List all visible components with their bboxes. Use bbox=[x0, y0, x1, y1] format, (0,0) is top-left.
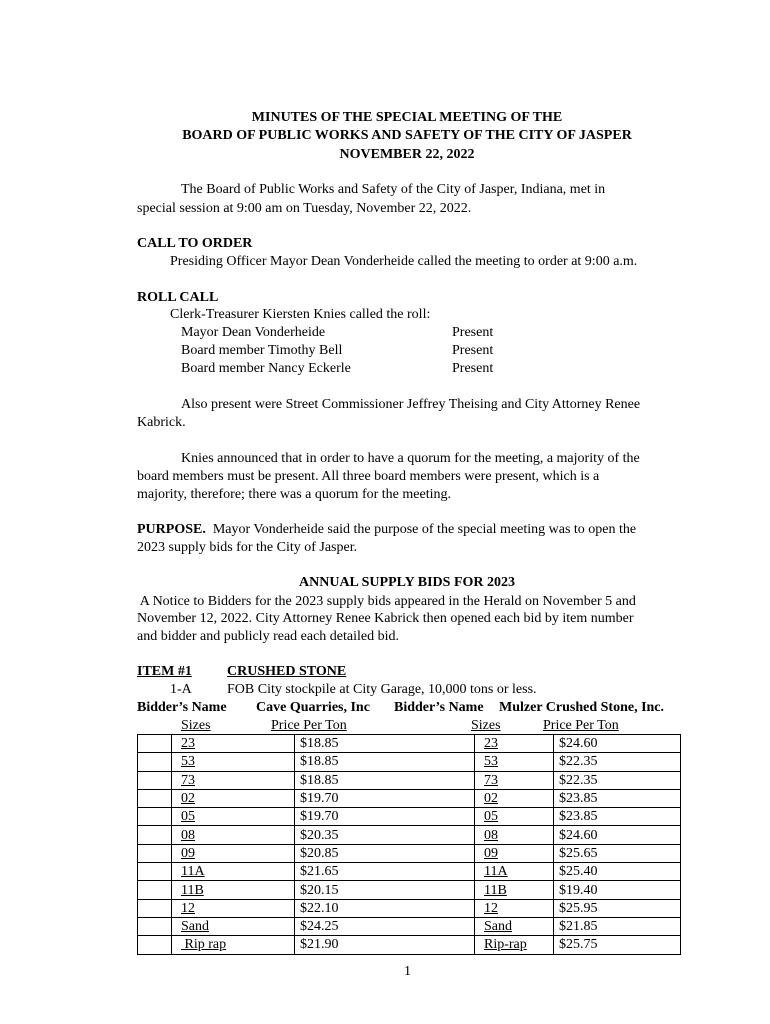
title-line-1: MINUTES OF THE SPECIAL MEETING OF THE bbox=[251, 110, 563, 125]
bids-heading: ANNUAL SUPPLY BIDS FOR 2023 bbox=[299, 575, 515, 590]
price-cell: $25.65 bbox=[554, 844, 681, 862]
empty-cell bbox=[138, 863, 172, 881]
size-cell: 23 bbox=[475, 735, 554, 753]
table-row bbox=[138, 826, 681, 844]
item-number: ITEM #1 bbox=[137, 664, 192, 679]
table-row bbox=[138, 899, 681, 917]
sizes-header-1: Sizes bbox=[181, 718, 211, 733]
empty-cell bbox=[138, 826, 172, 844]
size-cell: 11A bbox=[172, 863, 295, 881]
size-cell: 09 bbox=[475, 844, 554, 862]
price-cell: $19.70 bbox=[295, 808, 475, 826]
title-line-2: BOARD OF PUBLIC WORKS AND SAFETY OF THE CITY OF JASPER bbox=[182, 128, 632, 143]
empty-cell bbox=[138, 936, 172, 954]
size-cell: Sand bbox=[172, 917, 295, 935]
empty-cell bbox=[138, 735, 172, 753]
intro-line-2: special session at 9:00 am on Tuesday, November 22, 2022. bbox=[137, 201, 472, 216]
price-cell: $23.85 bbox=[554, 808, 681, 826]
price-cell: $23.85 bbox=[554, 789, 681, 807]
purpose-line-2: 2023 supply bids for the City of Jasper. bbox=[137, 540, 358, 555]
empty-cell bbox=[138, 771, 172, 789]
size-cell: 05 bbox=[475, 808, 554, 826]
size-cell: 09 bbox=[172, 844, 295, 862]
price-cell: $19.40 bbox=[554, 881, 681, 899]
size-cell: 12 bbox=[172, 899, 295, 917]
bids-line-3: and bidder and publicly read each detailed bid. bbox=[137, 629, 400, 644]
roll-member-status: Present bbox=[452, 343, 494, 358]
bidder-name-2: Mulzer Crushed Stone, Inc. bbox=[499, 700, 665, 715]
empty-cell bbox=[138, 753, 172, 771]
table-row bbox=[138, 936, 681, 954]
price-cell: $18.85 bbox=[295, 735, 475, 753]
table-row bbox=[138, 735, 681, 753]
size-cell: 11B bbox=[172, 881, 295, 899]
purpose-line-1 bbox=[137, 521, 636, 539]
size-cell: 11A bbox=[475, 863, 554, 881]
roll-member-name: Mayor Dean Vonderheide bbox=[181, 325, 326, 340]
item-sub-code: 1-A bbox=[170, 682, 192, 697]
table-row bbox=[138, 789, 681, 807]
table-row bbox=[138, 863, 681, 881]
price-cell: $24.60 bbox=[554, 735, 681, 753]
item-title: CRUSHED STONE bbox=[227, 664, 347, 679]
quorum-line-3: majority, therefore; there was a quorum for the meeting. bbox=[137, 487, 451, 502]
empty-cell bbox=[138, 789, 172, 807]
size-cell: 02 bbox=[475, 789, 554, 807]
size-cell: Rip-rap bbox=[475, 936, 554, 954]
page-number: 1 bbox=[404, 964, 411, 979]
call-to-order-heading: CALL TO ORDER bbox=[137, 236, 253, 251]
price-cell: $22.35 bbox=[554, 753, 681, 771]
roll-member-status: Present bbox=[452, 361, 494, 376]
table-row bbox=[138, 881, 681, 899]
roll-call-heading: ROLL CALL bbox=[137, 290, 219, 305]
price-cell: $19.70 bbox=[295, 789, 475, 807]
price-cell: $20.15 bbox=[295, 881, 475, 899]
price-cell: $21.90 bbox=[295, 936, 475, 954]
price-cell: $25.75 bbox=[554, 936, 681, 954]
price-cell: $22.10 bbox=[295, 899, 475, 917]
roll-member-name: Board member Timothy Bell bbox=[181, 343, 343, 358]
table-row bbox=[138, 844, 681, 862]
price-cell: $21.85 bbox=[554, 917, 681, 935]
sizes-header-2: Sizes bbox=[471, 718, 501, 733]
size-cell: 05 bbox=[172, 808, 295, 826]
price-cell: $20.85 bbox=[295, 844, 475, 862]
table-row bbox=[138, 753, 681, 771]
size-cell: 73 bbox=[475, 771, 554, 789]
size-cell: 73 bbox=[172, 771, 295, 789]
bids-line-1: A Notice to Bidders for the 2023 supply bids appeared in the Herald on November 5 and bbox=[137, 594, 636, 609]
size-cell: 53 bbox=[172, 753, 295, 771]
purpose-label: PURPOSE. bbox=[137, 522, 206, 537]
table-row bbox=[138, 771, 681, 789]
size-cell: 12 bbox=[475, 899, 554, 917]
size-cell: 08 bbox=[172, 826, 295, 844]
intro-line-1: The Board of Public Works and Safety of the City of Jasper, Indiana, met in bbox=[181, 182, 606, 197]
price-cell: $24.60 bbox=[554, 826, 681, 844]
call-to-order-text: Presiding Officer Mayor Dean Vonderheide called the meeting to order at 9:00 a.m. bbox=[170, 254, 638, 269]
bidder-label-2: Bidder’s Name bbox=[394, 700, 484, 715]
empty-cell bbox=[138, 881, 172, 899]
roll-call-intro: Clerk-Treasurer Kiersten Knies called the roll: bbox=[170, 307, 431, 322]
table-row bbox=[138, 917, 681, 935]
price-cell: $21.65 bbox=[295, 863, 475, 881]
size-cell: Rip rap bbox=[172, 936, 295, 954]
bidder-name-1: Cave Quarries, Inc bbox=[256, 700, 370, 715]
price-cell: $22.35 bbox=[554, 771, 681, 789]
price-cell: $18.85 bbox=[295, 771, 475, 789]
roll-member-status: Present bbox=[452, 325, 494, 340]
size-cell: 53 bbox=[475, 753, 554, 771]
price-header-2: Price Per Ton bbox=[543, 718, 619, 733]
empty-cell bbox=[138, 808, 172, 826]
price-header-1: Price Per Ton bbox=[271, 718, 347, 733]
item-sub-description: FOB City stockpile at City Garage, 10,000 tons or less. bbox=[227, 682, 537, 697]
size-cell: 11B bbox=[475, 881, 554, 899]
also-present-line-1: Also present were Street Commissioner Jeffrey Theising and City Attorney Renee bbox=[181, 397, 641, 412]
purpose-text: Mayor Vonderheide said the purpose of the special meeting was to open the bbox=[205, 522, 637, 537]
bids-line-2: November 12, 2022. City Attorney Renee Kabrick then opened each bid by item number bbox=[137, 611, 634, 626]
bid-table bbox=[137, 734, 681, 955]
price-cell: $24.25 bbox=[295, 917, 475, 935]
size-cell: 02 bbox=[172, 789, 295, 807]
roll-member-name: Board member Nancy Eckerle bbox=[181, 361, 351, 376]
price-cell: $25.95 bbox=[554, 899, 681, 917]
price-cell: $18.85 bbox=[295, 753, 475, 771]
table-row bbox=[138, 808, 681, 826]
bidder-label-1: Bidder’s Name bbox=[137, 700, 227, 715]
empty-cell bbox=[138, 844, 172, 862]
empty-cell bbox=[138, 917, 172, 935]
price-cell: $25.40 bbox=[554, 863, 681, 881]
empty-cell bbox=[138, 899, 172, 917]
quorum-line-1: Knies announced that in order to have a quorum for the meeting, a majority of the bbox=[181, 451, 640, 466]
size-cell: 23 bbox=[172, 735, 295, 753]
size-cell: 08 bbox=[475, 826, 554, 844]
size-cell: Sand bbox=[475, 917, 554, 935]
price-cell: $20.35 bbox=[295, 826, 475, 844]
title-date: NOVEMBER 22, 2022 bbox=[339, 147, 475, 162]
quorum-line-2: board members must be present. All three board members were present, which is a bbox=[137, 469, 600, 484]
also-present-line-2: Kabrick. bbox=[137, 415, 186, 430]
